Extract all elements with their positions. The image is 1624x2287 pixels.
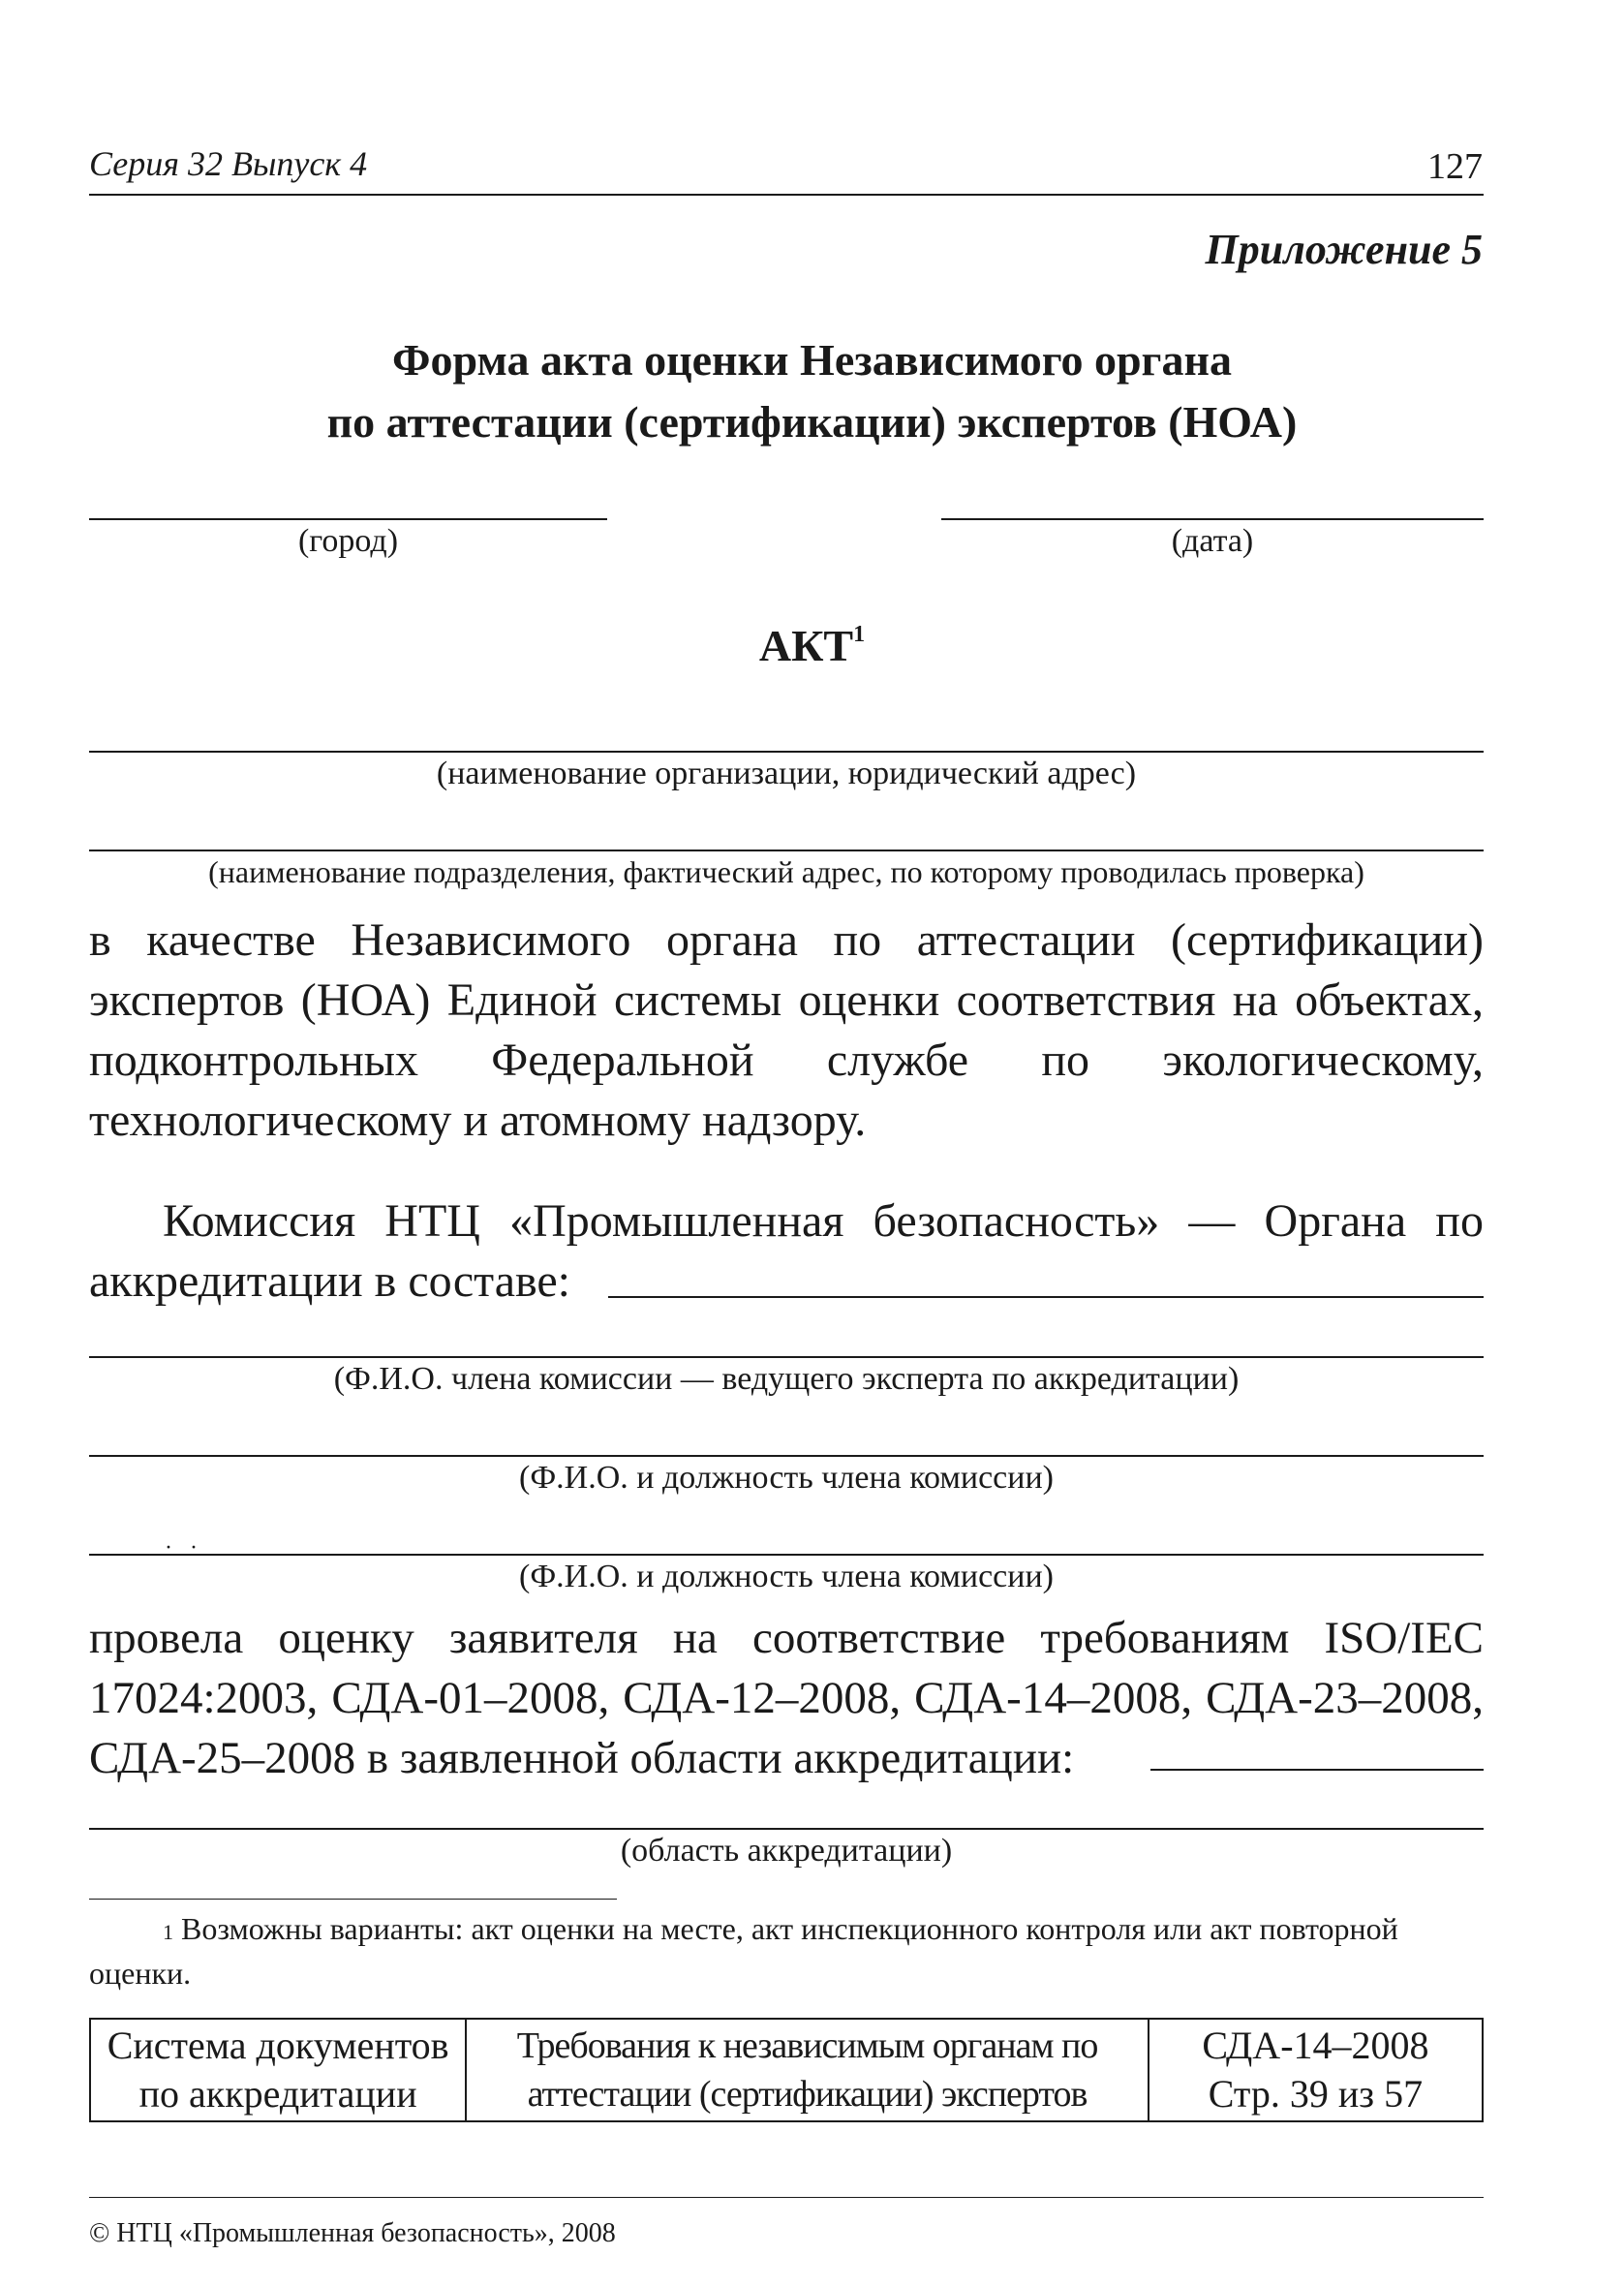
appendix-label: Приложение 5 [1205,226,1483,273]
page-of-total: Стр. 39 из 57 [1208,2072,1424,2116]
act-footnote-mark: 1 [853,622,866,647]
member-line-1 [89,1455,1484,1457]
act-title-text: АКТ [758,621,854,670]
org-caption: (наименование организации, юридический адрес) [436,756,1137,791]
header-rule [89,194,1484,196]
commission-inline-line [608,1296,1484,1298]
scope-caption: (область аккредитации) [620,1833,953,1869]
lead-expert-line [89,1356,1484,1358]
title-line-1: Форма акта оценки Независимого органа [392,335,1232,385]
act-title [0,620,1624,671]
doc-code-cell [1149,2019,1483,2121]
document-info-table [89,2018,1484,2122]
footnote-text: Возможны варианты: акт оценки на месте, акт инспекционного контроля или акт повторной оценки. [89,1911,1398,1991]
requirements-cell [466,2019,1149,2121]
date-line [941,518,1484,520]
member-line-2 [89,1554,1484,1556]
requirements-line-2: аттестации (сертификации) экспертов [527,2074,1088,2115]
requirements-line-1: Требования к независимым органам по [516,2025,1098,2066]
doc-system-line-2: по аккредитации [138,2072,417,2116]
paragraph-commission-text: Комиссия НТЦ «Промышленная безопасность» — Органа по аккредитации в составе: [89,1195,1484,1307]
footnote-separator [89,1899,617,1900]
scope-inline-line [1150,1769,1484,1771]
footnote-mark: 1 [163,1920,173,1944]
paragraph-commission [89,1191,1484,1312]
scan-dots: ·· [165,1535,215,1561]
paragraph-assessment: провела оценку заявителя на соответствие требованиям ISO/IEC 17024:2003, СДА-01–2008, СДА-12–2008, СДА-14–2008, СДА-23–2008, СДА-25–2008 в заявленной области аккредитации: [89,1613,1484,1783]
series-label: Серия 32 Выпуск 4 [89,144,368,183]
copyright-rule [89,2197,1484,2198]
page-number: 127 [1427,146,1483,187]
doc-system-line-1: Система документов [107,2024,449,2067]
org-line [89,751,1484,753]
city-caption: (город) [297,523,399,559]
lead-expert-caption: (Ф.И.О. члена комиссии — ведущего эксперта по аккредитации) [333,1361,1240,1397]
date-caption: (дата) [1171,523,1254,559]
scope-line [89,1828,1484,1830]
copyright: © НТЦ «Промышленная безопасность», 2008 [89,2218,616,2248]
division-caption: (наименование подразделения, фактический адрес, по которому проводилась проверка) [208,854,1364,889]
paragraph-noa: в качестве Независимого органа по аттестации (сертификации) экспертов (НОА) Единой системы оценки соответствия на объектах, подконтрольных Федеральной службе по экологическому, технологическому и атомному надзору. [89,914,1484,1146]
doc-code: СДА-14–2008 [1202,2024,1429,2067]
footnote [89,1906,1484,1995]
city-line [89,518,607,520]
page-title [0,329,1624,453]
division-line [89,850,1484,851]
member-caption-2: (Ф.И.О. и должность члена комиссии) [519,1559,1054,1594]
member-caption-1: (Ф.И.О. и должность члена комиссии) [519,1460,1054,1496]
doc-system-cell [90,2019,466,2121]
title-line-2: по аттестации (сертификации) экспертов (НОА) [326,397,1298,447]
